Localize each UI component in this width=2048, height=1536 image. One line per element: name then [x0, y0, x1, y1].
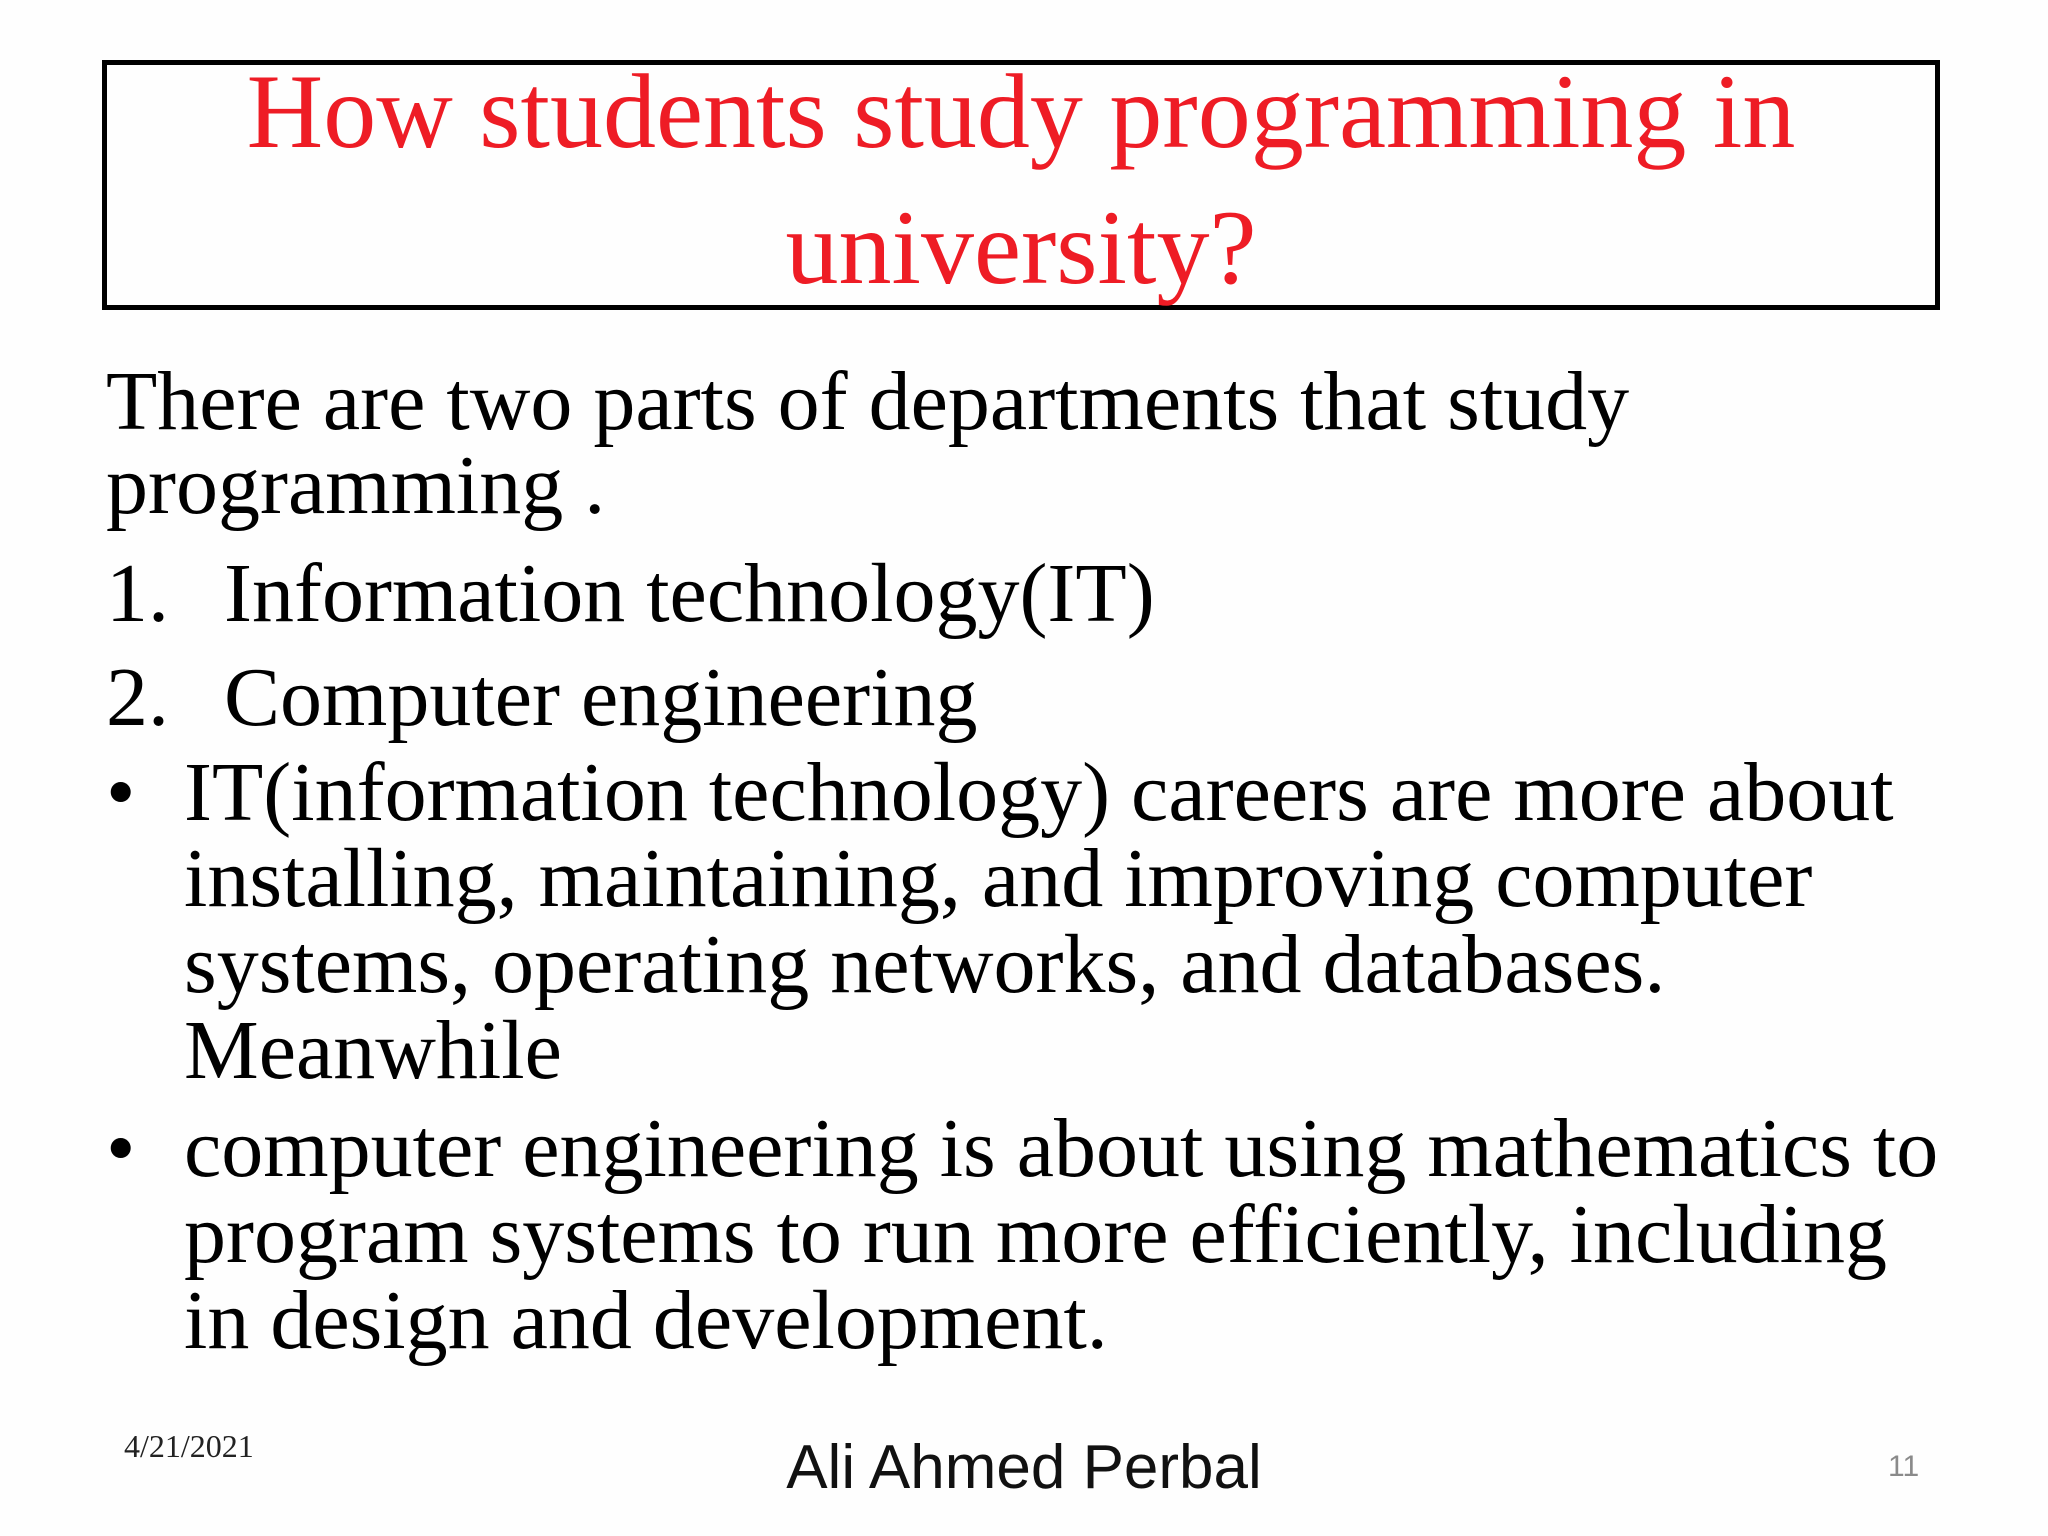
footer-date: 4/21/2021 — [124, 1428, 254, 1464]
intro-text: There are two parts of departments that study programming . — [106, 355, 1630, 532]
bullet-item — [106, 746, 1966, 1097]
numbered-list — [106, 542, 1966, 750]
list-number: 2. — [106, 651, 169, 744]
slide-title: How students study programming in university? — [246, 53, 1796, 306]
bullet-marker: • — [106, 1102, 136, 1195]
list-number: 1. — [106, 547, 169, 640]
page-number: 11 — [1888, 1450, 1920, 1483]
list-item — [106, 542, 1966, 646]
bullet-text: IT(information technology) careers are more about installing, maintaining, and improving computer systems, operating networks, and databases. Meanwhile — [184, 746, 1894, 1097]
list-item-text: Computer engineering — [224, 651, 978, 744]
footer-author: Ali Ahmed Perbal — [786, 1433, 1262, 1502]
bullet-text: computer engineering is about using mathematics to program systems to run more efficiently, including in design and development. — [184, 1102, 1939, 1367]
bullet-marker: • — [106, 746, 136, 839]
list-item — [106, 646, 1966, 750]
list-item-text: Information technology(IT) — [224, 547, 1155, 640]
bullet-list — [106, 746, 1966, 1367]
slide-body — [106, 355, 1966, 1376]
title-box — [102, 53, 1940, 310]
bullet-item — [106, 1102, 1966, 1367]
